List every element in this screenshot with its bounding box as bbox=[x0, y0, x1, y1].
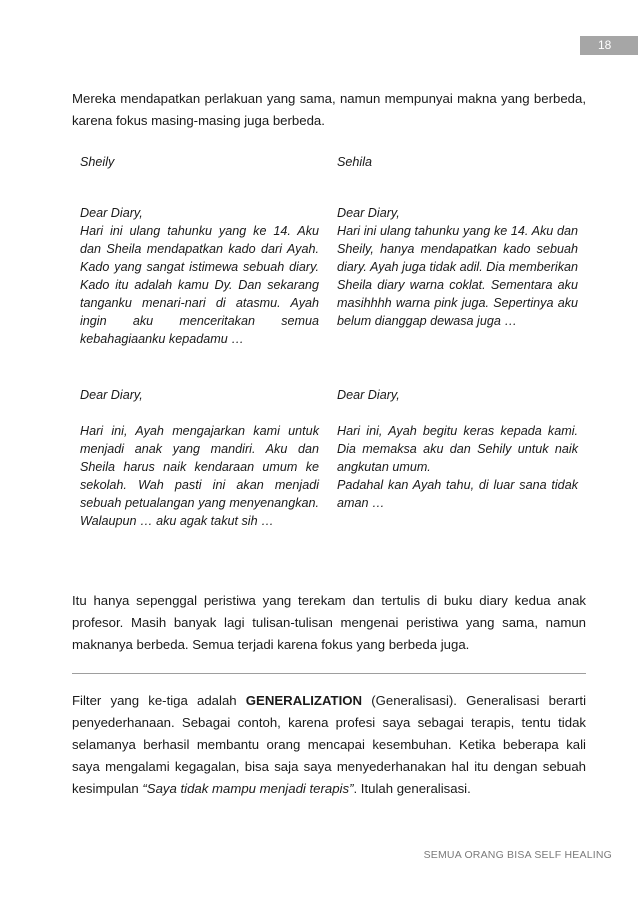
page-number: 18 bbox=[580, 36, 638, 55]
diary-entry-text: Dear Diary, Hari ini ulang tahunku yang ke 14. Aku dan Sheila mendapatkan kado dari Ayah. Kado yang sangat istimewa sebuah diary. Kado itu adalah kamu Dy. Dan sekarang tanganku menari-nari di atasmu. Ayah ingin aku menceritakan semua kebahagiaanku kepadamu … bbox=[80, 206, 319, 346]
diary-entry-sheily bbox=[72, 204, 329, 386]
generalization-text-middle: (Generalisasi). Generalisasi berarti penyederhanaan. Sebagai contoh, karena profesi saya sebagai terapis, tentu tidak selamanya berhasil membantu orang mencapai kesembuhan. Ketika beberapa kali saya mengalami kegagalan, bisa saja saya menyederhanakan hal itu dengan sebuah kesimpulan bbox=[72, 693, 586, 796]
diary-entry-sehila bbox=[329, 204, 586, 386]
diary-entry-text: Dear Diary, Hari ini ulang tahunku yang ke 14. Aku dan Sheily, hanya mendapatkan kado sebuah diary. Ayah juga tidak adil. Dia memberikan Sheila diary warna coklat. Sementara aku masihhhh warna pink juga. Sepertinya aku belum dianggap dewasa juga … bbox=[337, 206, 578, 328]
generalization-text-before: Filter yang ke-tiga adalah bbox=[72, 693, 246, 708]
diary-table-header bbox=[72, 148, 586, 204]
diary-entry-text: Dear Diary, Hari ini, Ayah begitu keras kepada kami. Dia memaksa aku dan Sehily untuk naik angkutan umum. Padahal kan Ayah tahu, di luar sana tidak aman … bbox=[337, 388, 578, 510]
generalization-quote: “Saya tidak mampu menjadi terapis” bbox=[142, 781, 354, 796]
page-footer: SEMUA ORANG BISA SELF HEALING bbox=[423, 849, 612, 861]
diary-entry-sheily bbox=[72, 386, 329, 598]
intro-paragraph: Mereka mendapatkan perlakuan yang sama, namun mempunyai makna yang berbeda, karena fokus masing-masing juga berbeda. bbox=[72, 91, 586, 128]
generalization-text-after: . Itulah generalisasi. bbox=[353, 781, 471, 796]
diary-header-sheily: Sheily bbox=[80, 155, 115, 169]
section-divider bbox=[72, 673, 586, 674]
diary-entry-sehila bbox=[329, 386, 586, 598]
diary-row bbox=[72, 386, 586, 598]
diary-row bbox=[72, 204, 586, 386]
summary-paragraph: Itu hanya sepenggal peristiwa yang terekam dan tertulis di buku diary kedua anak profesor. Masih banyak lagi tulisan-tulisan mengenai peristiwa yang sama, namun maknanya berbeda. Semua terjadi karena fokus yang berbeda juga. bbox=[72, 593, 586, 652]
diary-header-sehila: Sehila bbox=[337, 155, 373, 169]
diary-comparison-table bbox=[72, 148, 586, 598]
generalization-paragraph bbox=[72, 690, 586, 800]
diary-entry-text: Dear Diary, Hari ini, Ayah mengajarkan kami untuk menjadi anak yang mandiri. Aku dan Sheila harus naik kendaraan umum ke sekolah. Wah pasti ini akan menjadi sebuah petualangan yang menyenangkan. Walaupun … aku agak takut sih … bbox=[80, 388, 319, 528]
generalization-term: GENERALIZATION bbox=[245, 693, 363, 708]
